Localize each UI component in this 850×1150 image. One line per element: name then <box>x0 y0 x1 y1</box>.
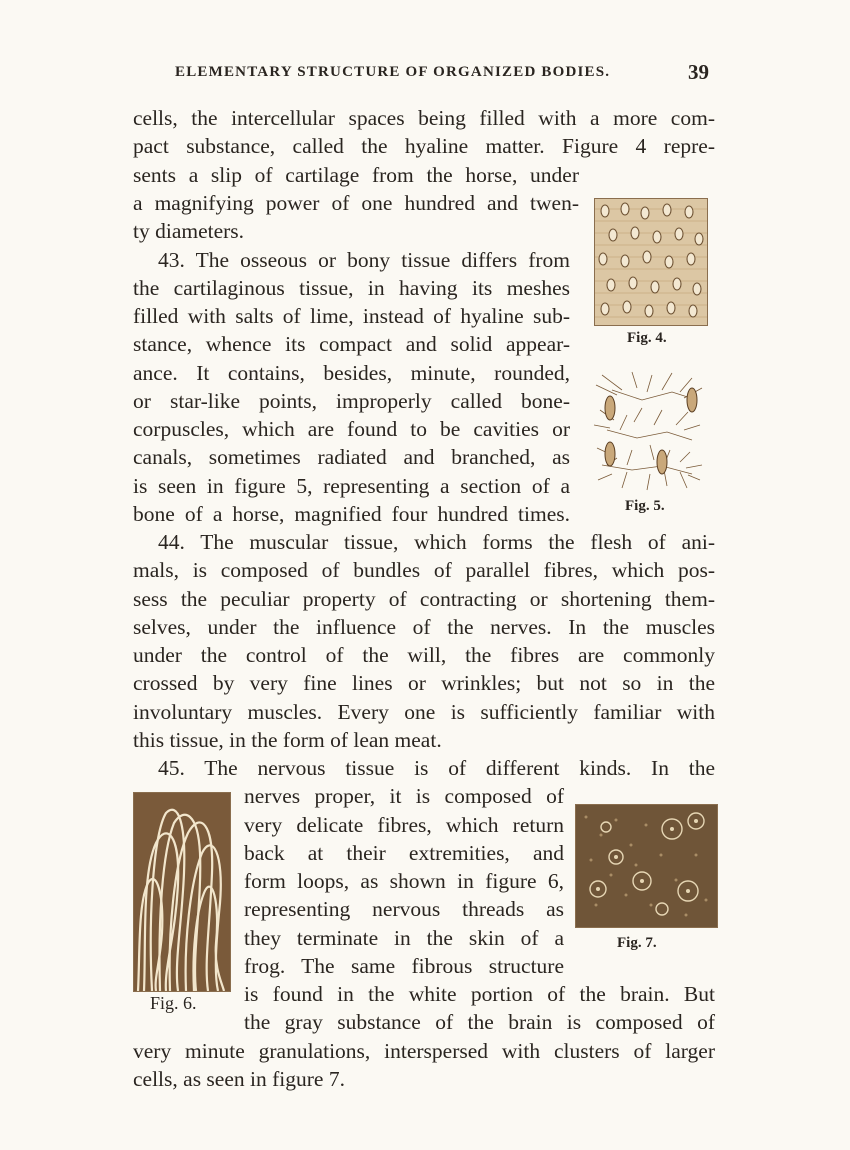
text-line: ty diameters. <box>133 219 245 243</box>
text-line: sess the peculiar property of contracting or shortening them- <box>133 587 715 611</box>
figure-6-caption: Fig. 6. <box>150 993 197 1013</box>
figure-7-caption: Fig. 7. <box>617 935 657 951</box>
text-line: cells, the intercellular spaces being filled with a more com- <box>133 106 715 130</box>
text-line: involuntary muscles. Every one is sufficiently familiar with <box>133 700 715 724</box>
nerve-loops-figure <box>133 792 231 992</box>
text-line: filled with salts of lime, instead of hyaline sub- <box>133 304 570 328</box>
text-line: cells, as seen in figure 7. <box>133 1067 345 1091</box>
figure-5-caption: Fig. 5. <box>625 498 665 514</box>
text-line: a magnifying power of one hundred and twen- <box>133 191 579 215</box>
text-line: crossed by very fine lines or wrinkles; but not so in the <box>133 671 715 695</box>
text-line: this tissue, in the form of lean meat. <box>133 728 442 752</box>
text-line: mals, is composed of bundles of parallel fibres, which pos- <box>133 558 715 582</box>
running-title: ELEMENTARY STRUCTURE OF ORGANIZED BODIES. <box>175 64 611 80</box>
text-line: ance. It contains, besides, minute, rounded, <box>133 361 570 385</box>
text-line: the cartilaginous tissue, in having its meshes <box>133 276 570 300</box>
text-line: pact substance, called the hyaline matter. Figure 4 repre- <box>133 134 715 158</box>
text-line: bone of a horse, magnified four hundred times. <box>133 502 570 526</box>
text-line: very minute granulations, interspersed with clusters of larger <box>133 1039 715 1063</box>
text-line: or star-like points, improperly called bone- <box>133 389 570 413</box>
text-line: selves, under the influence of the nerves. In the muscles <box>133 615 715 639</box>
text-line: nerves proper, it is composed of <box>244 784 564 808</box>
text-line: is seen in figure 5, representing a section of a <box>133 474 570 498</box>
figure-4-caption: Fig. 4. <box>627 330 667 346</box>
text-line: corpuscles, which are found to be cavities or <box>133 417 570 441</box>
text-line: sents a slip of cartilage from the horse, under <box>133 163 579 187</box>
brain-granulations-figure <box>575 804 718 928</box>
text-line: representing nervous threads as <box>244 897 564 921</box>
text-line: canals, sometimes radiated and branched, as <box>133 445 570 469</box>
text-line: they terminate in the skin of a <box>244 926 564 950</box>
text-line: frog. The same fibrous structure <box>244 954 564 978</box>
cartilage-figure <box>594 198 708 326</box>
text-line: the gray substance of the brain is composed of <box>244 1010 715 1034</box>
text-line: 44. The muscular tissue, which forms the flesh of ani- <box>158 530 715 554</box>
text-line: 45. The nervous tissue is of different kinds. In the <box>158 756 715 780</box>
bone-figure <box>592 370 706 494</box>
text-line: very delicate fibres, which return <box>244 813 564 837</box>
text-line: 43. The osseous or bony tissue differs from <box>158 248 570 272</box>
text-line: back at their extremities, and <box>244 841 564 865</box>
text-line: form loops, as shown in figure 6, <box>244 869 564 893</box>
text-line: stance, whence its compact and solid appear- <box>133 332 570 356</box>
text-line: under the control of the will, the fibres are commonly <box>133 643 715 667</box>
page-number: 39 <box>688 60 709 84</box>
text-line: is found in the white portion of the brain. But <box>244 982 715 1006</box>
